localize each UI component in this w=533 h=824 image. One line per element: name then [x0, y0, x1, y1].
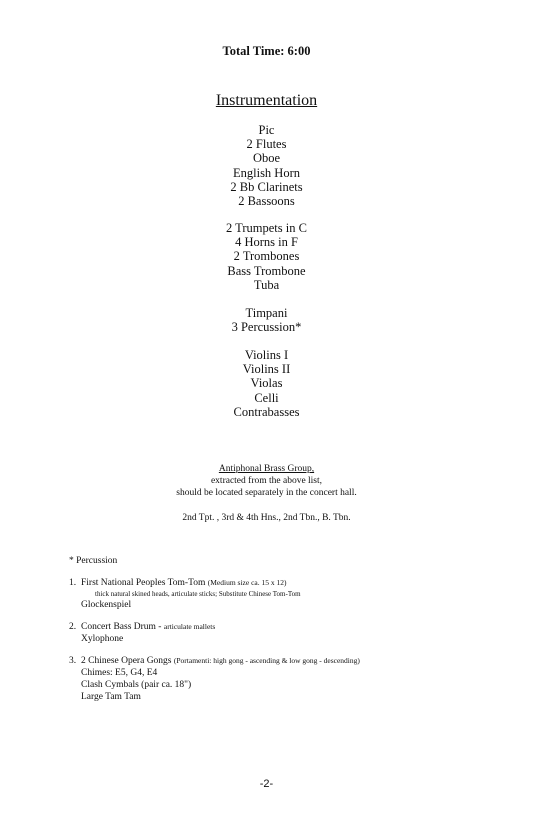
item-sub: Glockenspiel — [81, 600, 132, 610]
item-detail: articulate mallets — [163, 622, 216, 631]
instrument-line: 2 Trumpets in C — [226, 221, 307, 235]
instrument-line: Celli — [254, 390, 279, 405]
item-sub: Xylophone — [81, 634, 124, 644]
instrument-line: 2 Bb Clarinets — [230, 179, 303, 194]
brass-group — [0, 221, 533, 292]
percussion-notes — [69, 555, 509, 713]
item-main: 2 Chinese Opera Gongs — [81, 656, 174, 666]
item-detail: (Medium size ca. 15 x 12) — [207, 578, 287, 587]
woodwinds-group — [0, 123, 533, 208]
percussion-item — [69, 577, 509, 611]
item-sub: Clash Cymbals (pair ca. 18") — [81, 680, 192, 690]
item-note: thick natural skined heads, articulate sticks; Substitute Chinese Tom-Tom — [95, 590, 301, 598]
instrument-line: Violins I — [244, 348, 289, 362]
percussion-item — [69, 655, 509, 703]
instrument-line: Contrabasses — [233, 404, 300, 419]
item-number: 2. — [69, 622, 77, 632]
instrument-line: Violins II — [242, 362, 291, 377]
total-time: Total Time: 6:00 — [222, 44, 311, 58]
instrument-line: 2 Flutes — [246, 137, 287, 152]
item-main: First National Peoples Tom-Tom — [81, 578, 208, 588]
antiphonal-note — [0, 463, 533, 499]
strings-group — [0, 348, 533, 419]
instrument-line: Oboe — [252, 151, 281, 166]
instrument-line: 4 Horns in F — [235, 235, 298, 250]
instrument-line: 2 Trombones — [233, 249, 300, 264]
percussion-item — [69, 621, 509, 645]
item-sub: Large Tam Tam — [81, 692, 141, 702]
instrument-line: Timpani — [245, 306, 288, 320]
antiphonal-title: Antiphonal Brass Group, — [218, 464, 315, 474]
antiphonal-line: extracted from the above list, — [210, 476, 323, 486]
instrumentation-heading: Instrumentation — [215, 92, 318, 109]
instrument-line: English Horn — [232, 165, 300, 180]
item-number: 3. — [69, 656, 77, 666]
antiphonal-line: should be located separately in the concert hall. — [176, 488, 357, 498]
instrument-line: Pic — [258, 123, 275, 137]
item-sub: Chimes: E5, G4, E4 — [81, 668, 158, 678]
antiphonal-list: 2nd Tpt. , 3rd & 4th Hns., 2nd Tbn., B. Tbn. — [182, 513, 351, 523]
item-main: Concert Bass Drum - — [81, 622, 164, 632]
item-number: 1. — [69, 578, 77, 588]
instrument-line: Bass Trombone — [227, 263, 306, 278]
instrument-line: 3 Percussion* — [231, 320, 302, 335]
item-detail: (Portamenti: high gong - ascending & low gong - descending) — [173, 656, 360, 665]
instrument-line: Violas — [250, 376, 283, 391]
page-number: -2- — [259, 778, 274, 790]
instrument-line: Tuba — [253, 277, 280, 292]
instrument-line: 2 Bassoons — [238, 194, 295, 209]
percussion-notes-title: * Percussion — [69, 556, 118, 566]
percussion-group — [0, 306, 533, 334]
